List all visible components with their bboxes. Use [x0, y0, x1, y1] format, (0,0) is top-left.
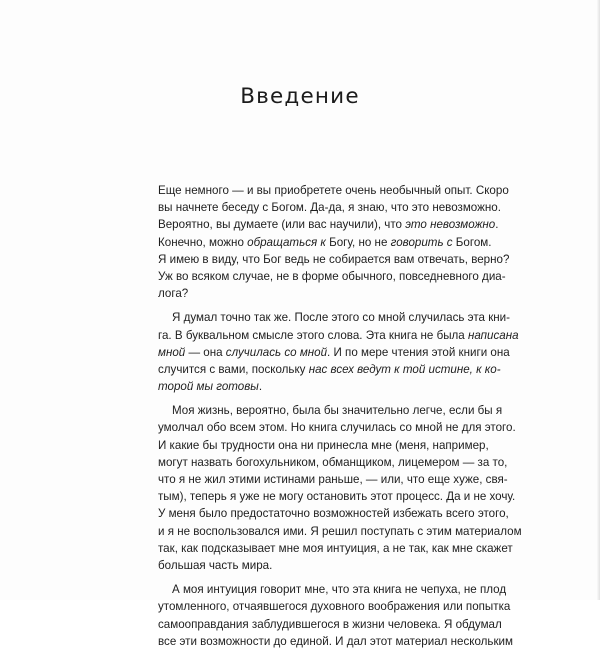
- text-line: [158, 598, 511, 615]
- text-line: [158, 402, 503, 419]
- text-run: тым), теперь я уже не могу остановить этот процесс. Да и не хочу.: [158, 490, 516, 504]
- text-run: Вероятно, вы думаете (или вас научили), что: [158, 218, 406, 232]
- text-line: [158, 327, 519, 344]
- text-line: [158, 437, 489, 454]
- text-run: Уж во всяком случае, не в форме обычного, повседневного диа-: [158, 269, 506, 283]
- text-line: [158, 523, 522, 540]
- text-line: [158, 251, 510, 268]
- text-run: что я не жил этими истинами раньше, — или, что еще хуже, свя-: [158, 473, 508, 486]
- text-line: [158, 505, 509, 522]
- text-run: умолчал обо всем этом. Но книга случилась со мной не для этого.: [158, 421, 516, 435]
- italic-text: обращаться к: [247, 235, 326, 249]
- text-run: лога?: [158, 287, 189, 301]
- chapter-body: [158, 182, 522, 650]
- paragraph-gap: [158, 302, 460, 309]
- text-run: вы начнете беседу с Богом. Да-да, я знаю, что это невозможно.: [158, 201, 501, 215]
- text-run: Я имею в виду, что Бог ведь не собирается вам отвечать, верно?: [158, 252, 510, 266]
- text-line: [158, 234, 492, 251]
- text-run: Еще немного — и вы приобретете очень необычный опыт. Скоро: [158, 184, 509, 197]
- italic-text: торой мы готовы: [158, 380, 259, 394]
- paragraph: [158, 309, 519, 395]
- italic-text: мной: [158, 345, 186, 359]
- chapter-title: Введение: [240, 84, 360, 109]
- text-run: большая часть мира.: [158, 558, 273, 572]
- text-run: У меня было предостаточно возможностей избежать всего этого,: [158, 507, 509, 521]
- text-run: Я думал точно так же. После этого со мной случилась эта кни-: [172, 311, 511, 325]
- paragraph: [158, 182, 510, 302]
- text-run: . И по мере чтения этой книги она: [327, 345, 510, 359]
- text-run: и я не воспользовался ими. Я решил поступать с этим материалом: [158, 524, 522, 538]
- text-line: [158, 471, 508, 488]
- text-line: [158, 309, 511, 326]
- text-run: могут назвать богохульником, обманщиком, лицемером — за то,: [158, 455, 508, 469]
- text-run: Моя жизнь, вероятно, была бы значительно легче, если бы я: [172, 404, 503, 418]
- text-run: утомленного, отчаявшегося духовного воображения или попытка: [158, 600, 511, 614]
- text-line: [158, 344, 510, 361]
- text-run: случится с вами, поскольку: [158, 362, 309, 376]
- text-run: все эти возможности до единой. И дал этот материал нескольким: [158, 634, 513, 648]
- italic-text: нас всех ведут к той истине, к ко-: [308, 362, 501, 376]
- italic-text: это невозможно: [405, 218, 496, 232]
- text-run: так, как подсказывает мне моя интуиция, а не так, как мне скажет: [158, 541, 513, 555]
- text-line: [158, 378, 460, 395]
- text-line: [158, 419, 516, 436]
- paragraph-gap: [158, 395, 460, 402]
- text-line: [158, 285, 460, 302]
- text-line: [158, 268, 506, 285]
- text-run: Богом.: [452, 235, 492, 249]
- text-line: [158, 216, 499, 233]
- text-run: Богу, но не: [325, 235, 391, 249]
- text-run: .: [258, 380, 263, 394]
- text-run: — она: [185, 345, 226, 359]
- paragraph: [158, 581, 513, 650]
- text-line: [158, 199, 501, 216]
- text-line: [158, 540, 513, 557]
- text-line: [158, 361, 501, 378]
- text-run: И какие бы трудности она ни принесла мне (меня, например,: [158, 438, 489, 452]
- text-line: [158, 182, 509, 199]
- text-run: самооправдания заблудившегося в жизни человека. Я обдумал: [158, 617, 502, 631]
- text-run: А моя интуиция говорит мне, что эта книга не чепуха, не плод: [172, 583, 507, 597]
- text-line: [158, 488, 516, 505]
- text-line: [158, 557, 460, 574]
- text-line: [158, 616, 502, 633]
- italic-text: случилась со мной: [225, 345, 328, 359]
- italic-text: написана: [467, 328, 519, 342]
- italic-text: говорить с: [390, 235, 453, 249]
- paragraph: [158, 402, 522, 574]
- text-line: [158, 633, 513, 650]
- text-line: [158, 454, 508, 471]
- text-run: Конечно, можно: [158, 235, 248, 249]
- text-line: [158, 581, 507, 598]
- paragraph-gap: [158, 574, 460, 581]
- text-run: га. В буквальном смысле этого слова. Эта книга не была: [158, 328, 468, 342]
- text-run: .: [495, 218, 499, 232]
